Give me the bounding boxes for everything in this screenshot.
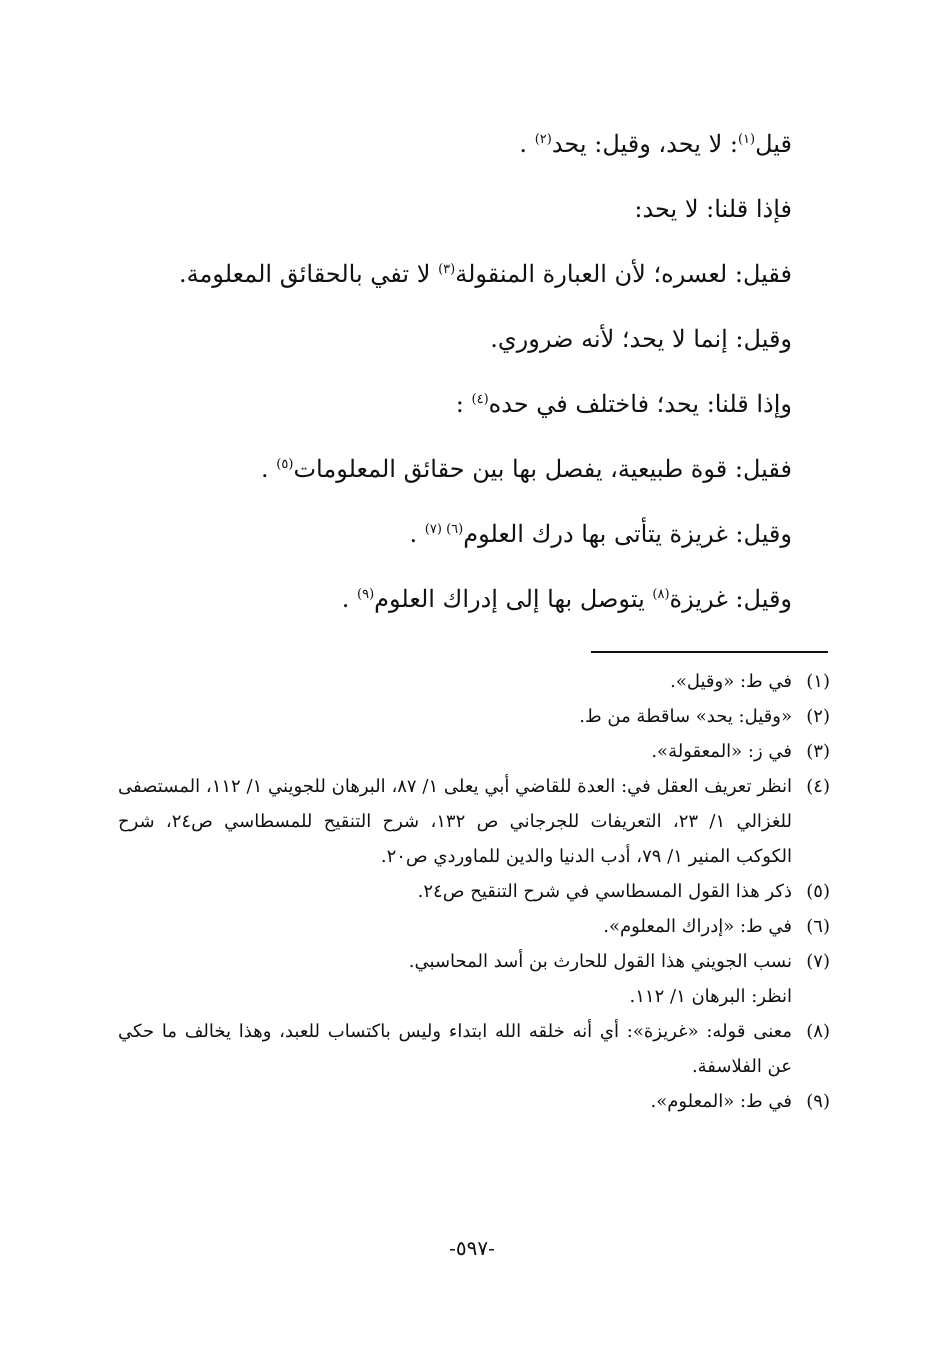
footnote-marker[interactable]: (٨) <box>652 587 670 602</box>
main-line <box>92 323 792 388</box>
footnote-item <box>118 769 830 874</box>
main-text-segment: . <box>341 585 358 613</box>
footnote-number: (٤) <box>806 776 830 797</box>
footnote-text: في ط: «إدراك المعلوم». <box>603 916 792 937</box>
main-text-segment: قيل <box>755 130 792 158</box>
footnote-text: «وقيل: يحد» ساقطة من ط. <box>579 706 792 727</box>
footnote-text: في ز: «المعقولة». <box>651 741 792 762</box>
footnote-marker[interactable]: (٢) <box>534 132 552 147</box>
footnotes-section <box>118 664 830 1119</box>
footnote-text: في ط: «المعلوم». <box>650 1091 792 1112</box>
main-text-segment: : لا يحد، وقيل: يحد <box>551 130 738 158</box>
main-line <box>92 193 792 258</box>
main-text-segment: فقيل: لعسره؛ لأن العبارة المنقولة <box>455 260 792 288</box>
footnote-number: (٩) <box>806 1091 830 1112</box>
footnote-number: (٨) <box>806 1021 830 1042</box>
main-text-segment: فإذا قلنا: لا يحد: <box>634 195 792 223</box>
footnote-number: (٧) <box>806 951 830 972</box>
main-line <box>92 453 792 518</box>
main-text-segment: وإذا قلنا: يحد؛ فاختلف في حده <box>488 390 792 418</box>
footnote-text: معنى قوله: «غريزة»: أي أنه خلقه الله ابتداء وليس باكتساب للعبد، وهذا يخالف ما حكي عن الفلاسفة. <box>118 1021 792 1077</box>
main-text-segment: لا تفي بالحقائق المعلومة. <box>178 260 439 288</box>
main-text-segment: . <box>519 130 535 158</box>
footnote-item <box>118 1084 830 1119</box>
footnote-marker[interactable]: (٩) <box>357 587 375 602</box>
footnote-separator <box>591 651 828 653</box>
main-line <box>92 388 792 453</box>
footnote-item <box>118 664 830 699</box>
footnote-marker[interactable]: (٤) <box>471 392 489 407</box>
main-line <box>92 258 792 323</box>
main-text-segment: . <box>409 520 425 548</box>
main-line <box>92 128 792 193</box>
footnote-item <box>118 944 830 979</box>
footnote-item <box>118 874 830 909</box>
main-text-segment: : <box>455 390 472 418</box>
footnote-text: في ط: «وقيل». <box>670 671 792 692</box>
main-text <box>92 128 792 648</box>
main-text-segment: يتوصل بها إلى إدراك العلوم <box>374 585 653 613</box>
footnote-number: (٣) <box>806 741 830 762</box>
footnote-number: (٢) <box>806 706 830 727</box>
footnote-number: (٦) <box>806 916 830 937</box>
main-text-segment: . <box>261 455 277 483</box>
footnote-item <box>118 734 830 769</box>
main-text-segment: فقيل: قوة طبيعية، يفصل بها بين حقائق المعلومات <box>293 455 792 483</box>
footnote-text: نسب الجويني هذا القول للحارث بن أسد المحاسبي. <box>408 951 792 972</box>
footnote-text: ذكر هذا القول المسطاسي في شرح التنقيح ص٢٤. <box>417 881 792 902</box>
main-text-segment: وقيل: غريزة يتأتى بها درك العلوم <box>463 520 792 548</box>
footnote-marker[interactable]: (٥) <box>276 457 294 472</box>
main-line <box>92 583 792 648</box>
footnote-marker[interactable]: (٦) (٧) <box>424 522 464 537</box>
footnote-item <box>118 699 830 734</box>
page-number: -٥٩٧- <box>449 1236 495 1260</box>
footnote-number: (٥) <box>806 881 830 902</box>
main-text-segment: وقيل: غريزة <box>669 585 792 613</box>
footnote-item <box>118 909 830 944</box>
footnote-marker[interactable]: (١) <box>737 132 756 147</box>
footnote-text: انظر تعريف العقل في: العدة للقاضي أبي يعلى ١/ ٨٧، البرهان للجويني ١/ ١١٢، المستصفى للغزالي ١/ ٢٣، التعريفات للجرجاني ص ١٣٢، شرح التنقيح للمسطاسي ص٢٤، شرح الكوكب المنير ١/ ٧٩، أدب الدنيا والدين للماوردي ص٢٠. <box>118 776 792 867</box>
main-text-segment: وقيل: إنما لا يحد؛ لأنه ضروري. <box>490 325 792 353</box>
footnote-continuation: انظر: البرهان ١/ ١١٢. <box>629 986 792 1007</box>
footnote-number: (١) <box>806 671 830 692</box>
main-line <box>92 518 792 583</box>
footnote-item <box>118 1014 830 1084</box>
footnote-marker[interactable]: (٣) <box>438 262 456 277</box>
